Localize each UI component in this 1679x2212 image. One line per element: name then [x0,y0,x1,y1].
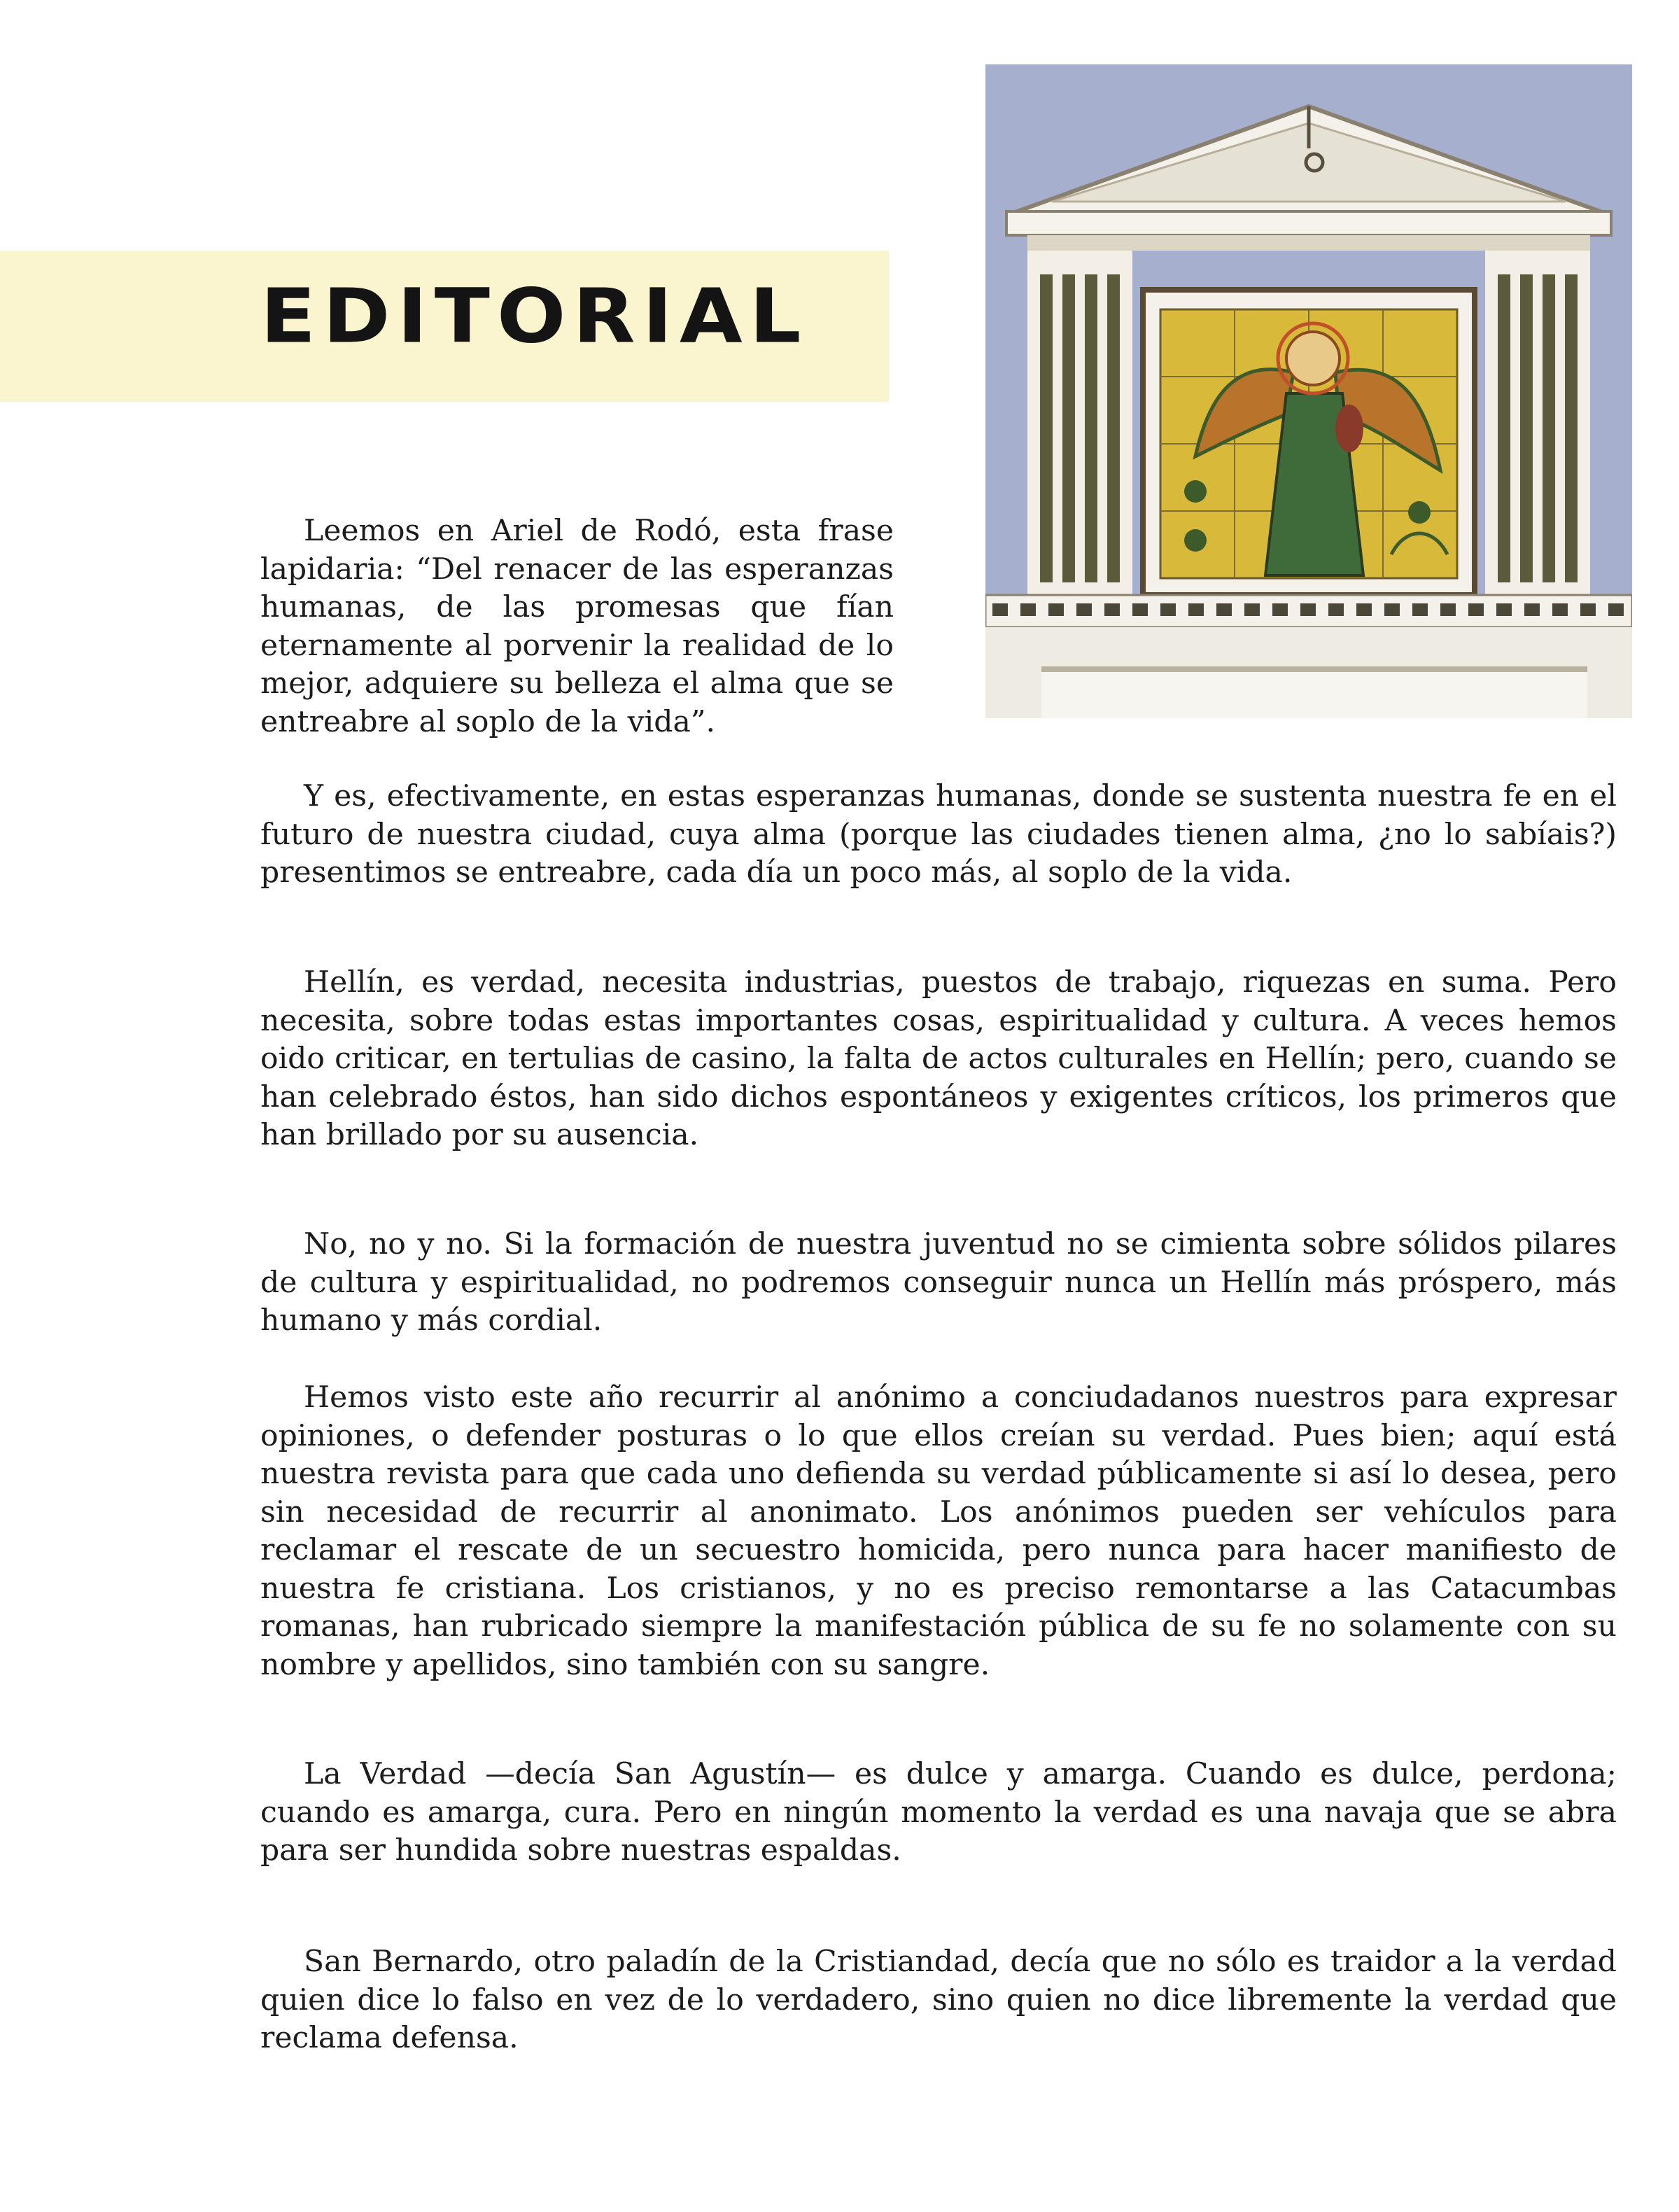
paragraph-6: La Verdad —decía San Agustín— es dulce y amarga. Cuando es dulce, perdona; cuando es amarga, cura. Pero en ningún momento la verdad es una navaja que se abra para ser hundida sobre nuestras espaldas. [260,1757,1617,1868]
paragraph-3: Hellín, es verdad, necesita industrias, puestos de trabajo, riquezas en suma. Pero necesita, sobre todas estas importantes cosas, espiritualidad y cultura. A veces hemos oido criticar, en tertulias de casino, la falta de actos culturales en Hellín; pero, cuando se han celebrado éstos, han sido dichos espontáneos y exigentes críticos, los primeros que han brillado por su ausencia. [260,965,1617,1152]
altar-tile-niche-icon [985,64,1632,718]
paragraph-5: Hemos visto este año recurrir al anónimo a conciudadanos nuestros para expresar opiniones, o defender posturas o lo que ellos creían su verdad. Pues bien; aquí está nuestra revista para que cada uno defienda su verdad públicamente si así lo desea, pero sin necesidad de recurrir al anonimato. Los anónimos pueden ser vehículos para reclamar el rescate de un secuestro homicida, pero nunca para hacer manifiesto de nuestra fe cristiana. Los cristianos, y no es preciso remontarse a las Catacumbas romanas, han rubricado siempre la manifestación pública de su fe no solamente con su nombre y apellidos, sino también con su sangre. [260,1380,1617,1682]
paragraph-4: No, no y no. Si la formación de nuestra juventud no se cimienta sobre sólidos pilares de cultura y espiritualidad, no podremos conseguir nunca un Hellín más próspero, más humano y más cordial. [260,1227,1617,1338]
paragraph-7: San Bernardo, otro paladín de la Cristiandad, decía que no sólo es traidor a la verdad quien dice lo falso en vez de lo verdadero, sino quien no dice libremente la verdad que reclama defensa. [260,1945,1617,2055]
paragraph-1: Leemos en Ariel de Rodó, esta frase lapidaria: “Del renacer de las esperanzas humanas, de las promesas que fían eternamente al porvenir la realidad de lo mejor, adquiere su belleza el alma que se entreabre al soplo de la vida”. [260,514,894,739]
paragraph-2: Y es, efectivamente, en estas esperanzas humanas, donde se sustenta nuestra fe en el futuro de nuestra ciudad, cuya alma (porque las ciudades tienen alma, ¿no lo sabíais?) presentimos se entreabre, cada día un poco más, al soplo de la vida. [260,779,1617,890]
page-title: EDITORIAL [260,272,808,360]
